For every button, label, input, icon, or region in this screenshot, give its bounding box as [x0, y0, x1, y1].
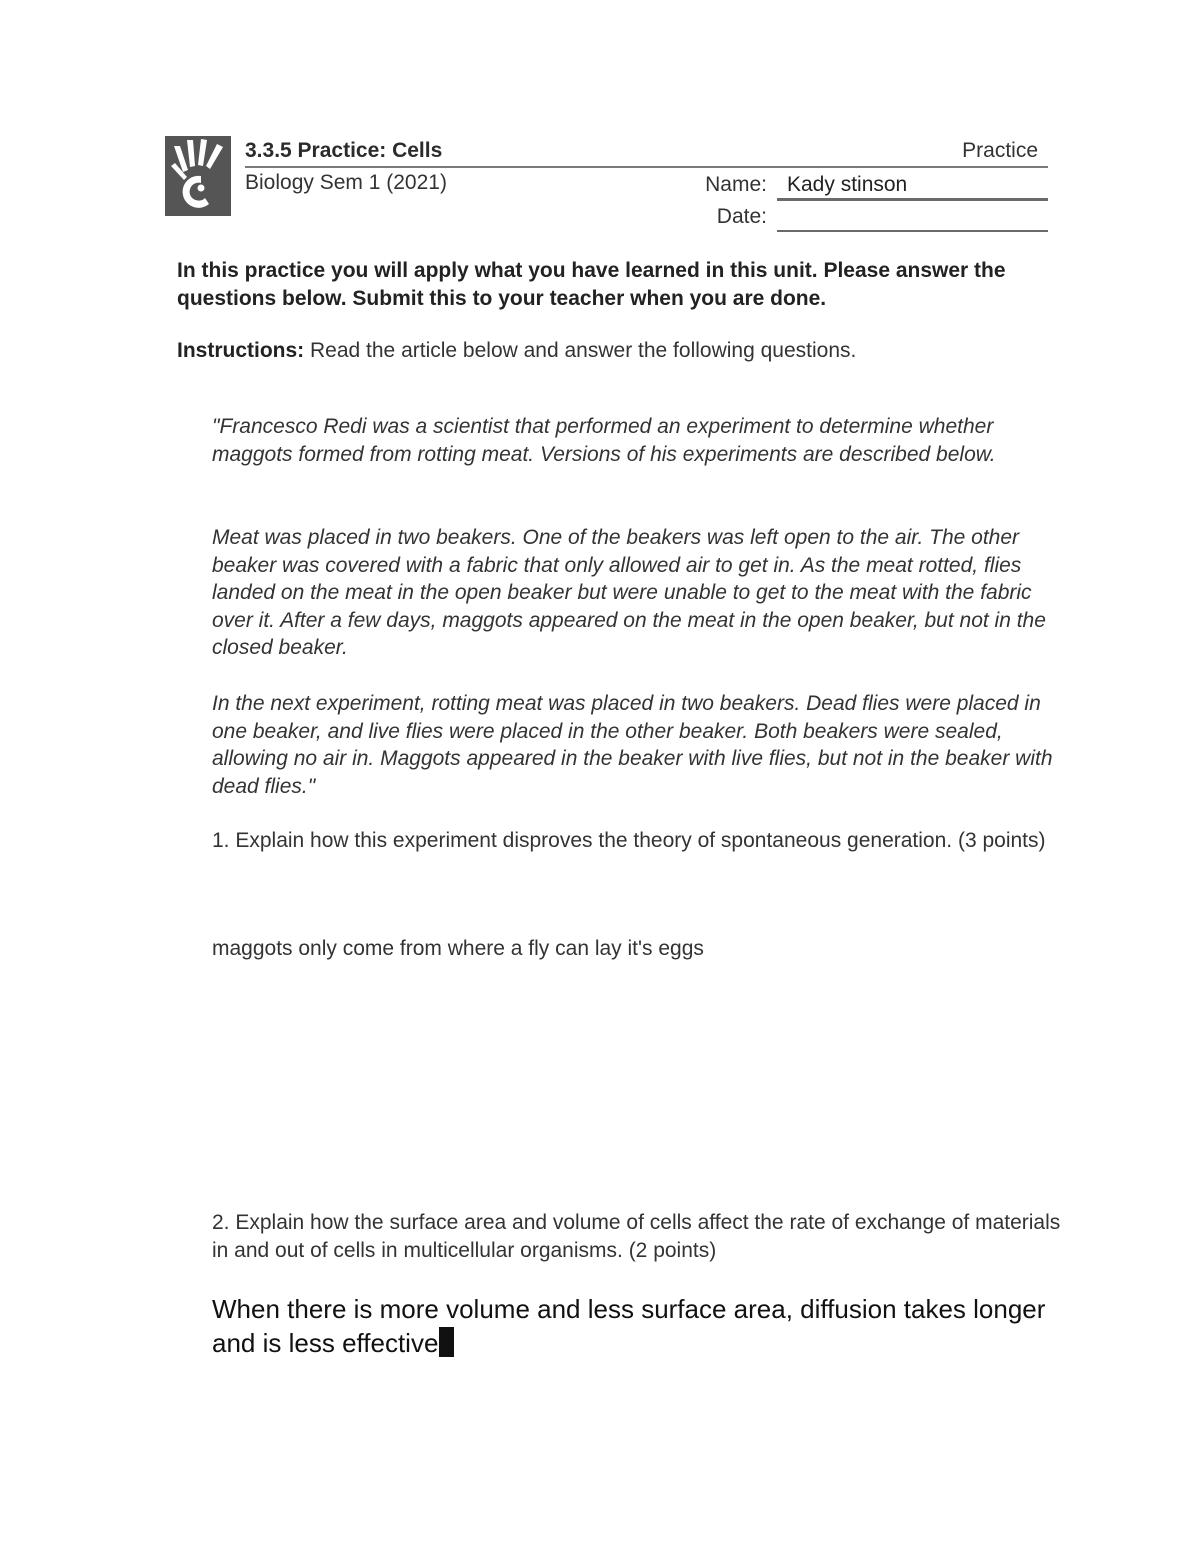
course-name: Biology Sem 1 (2021)	[245, 171, 447, 194]
instructions-label: Instructions:	[177, 339, 305, 362]
name-underline	[777, 198, 1048, 201]
question-1-answer[interactable]: maggots only come from where a fly can lay it's eggs	[212, 937, 704, 960]
assignment-title: 3.3.5 Practice: Cells	[245, 139, 443, 162]
assignment-type: Practice	[962, 139, 1038, 162]
article-paragraph: "Francesco Redi was a scientist that performed an experiment to determine whether maggots formed from rotting meat. Versions of his experiments are described below.	[212, 415, 996, 466]
article-paragraph: In the next experiment, rotting meat was placed in two beakers. Dead flies were placed in one beaker, and live flies were placed in the other beaker. Both beakers were sealed, allowing no air in. Maggots appeared in the beaker with live flies, but not in the beaker with dead flies."	[212, 692, 1053, 798]
question-2-answer[interactable]: When there is more volume and less surface area, diffusion takes longer and is less effective	[212, 1294, 1046, 1358]
question-1-prompt: 1. Explain how this experiment disproves the theory of spontaneous generation. (3 points)	[212, 829, 1046, 852]
question-2-answer-field[interactable]	[212, 1292, 1062, 1360]
intro-text: In this practice you will apply what you have learned in this unit. Please answer the questions below. Submit this to your teacher when you are done.	[177, 259, 1006, 310]
article-paragraph: Meat was placed in two beakers. One of the beakers was left open to the air. The other beaker was covered with a fabric that only allowed air to get in. As the meat rotted, flies landed on the meat in the open beaker but were unable to get to the meat with the fabric over it. After a few days, maggots appeared on the meat in the open beaker, but not in the closed beaker.	[212, 526, 1046, 659]
instructions	[177, 337, 1077, 365]
name-label: Name:	[705, 173, 767, 196]
date-field[interactable]	[777, 230, 1048, 232]
name-field[interactable]: Kady stinson	[787, 173, 908, 196]
header-divider	[245, 166, 1048, 168]
question-2-prompt: 2. Explain how the surface area and volume of cells affect the rate of exchange of materials in and out of cells in multicellular organisms. (2 points)	[212, 1211, 1061, 1262]
school-logo-icon	[165, 136, 231, 216]
date-label: Date:	[716, 205, 767, 228]
instructions-text: Read the article below and answer the following questions.	[304, 339, 857, 362]
text-cursor	[439, 1327, 454, 1357]
